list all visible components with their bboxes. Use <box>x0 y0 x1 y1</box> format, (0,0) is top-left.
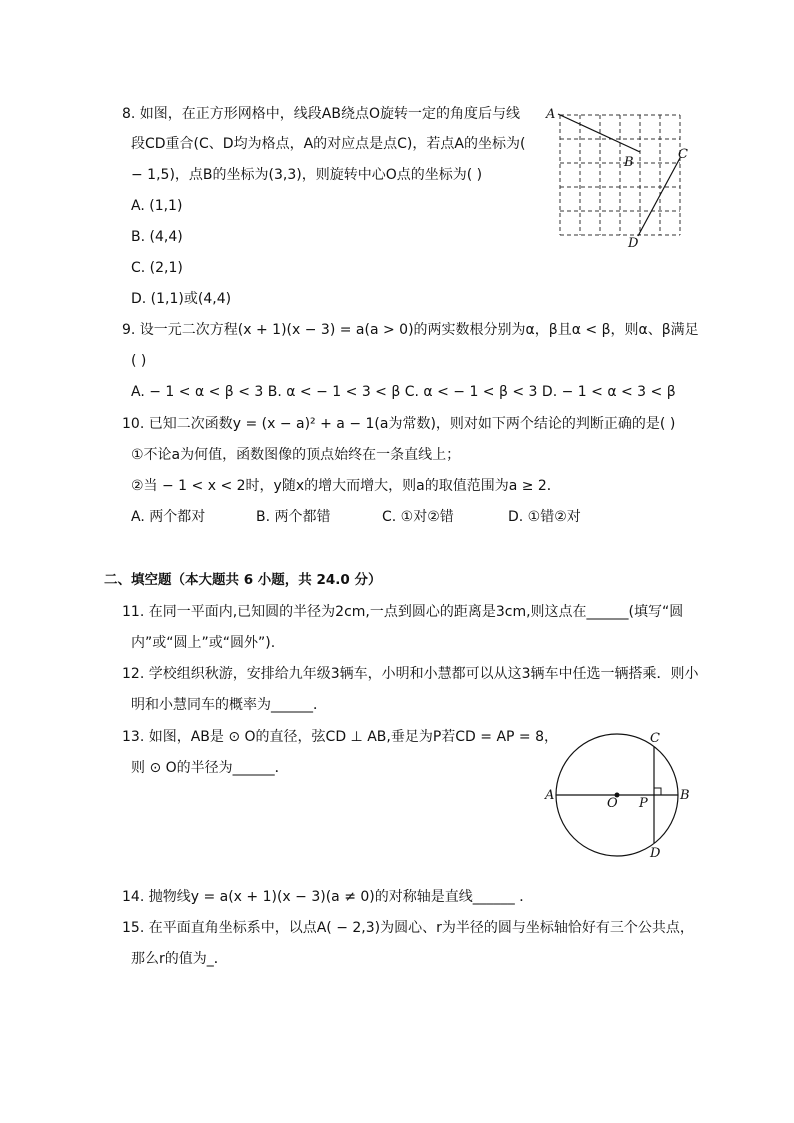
q8-line-2: 段CD重合(C、D均为格点，A的对应点是点C)，若点A的坐标为( <box>131 136 526 152</box>
q8-option-a: A. (1,1) <box>131 198 183 214</box>
q8-option-b: B. (4,4) <box>131 229 183 245</box>
q10-line-3: ②当 − 1 < x < 2时，y随x的增大而增大，则a的取值范围为a ≥ 2． <box>131 478 561 494</box>
q9-options: A. − 1 < α < β < 3 B. α < − 1 < 3 < β C. α < − 1 < β < 3 D. − 1 < α < 3 < β <box>131 384 676 400</box>
q11-line-2: 内”或“圆上”或“圆外”). <box>131 635 276 651</box>
q13-line-2: 则 ⊙ O的半径为______． <box>131 760 289 776</box>
q8-option-c: C. (2,1) <box>131 260 183 276</box>
section-title: 二、填空题（本大题共 6 小题，共 24.0 分） <box>104 572 382 588</box>
q15-line-1: 15. 在平面直角坐标系中，以点A( − 2,3)为圆心、r为半径的圆与坐标轴恰好有三个公共点， <box>122 920 694 936</box>
label-a: A <box>545 788 555 803</box>
q10-option-d: D. ①错②对 <box>508 509 581 525</box>
q13-circle-figure <box>540 726 700 866</box>
q10-line-2: ①不论a为何值，函数图像的顶点始终在一条直线上； <box>131 447 461 463</box>
q8-line-3: − 1,5)，点B的坐标为(3,3)，则旋转中心O点的坐标为( ) <box>131 167 483 183</box>
segment-ab <box>558 114 640 152</box>
q10-option-b: B. 两个都错 <box>256 509 331 525</box>
segment-cd <box>638 158 680 236</box>
q13-line-1: 13. 如图，AB是 ⊙ O的直径，弦CD ⊥ AB,垂足为P若CD = AP = 8， <box>122 729 559 745</box>
label-o: O <box>607 796 618 811</box>
q10-option-c: C. ①对②错 <box>382 509 454 525</box>
label-d: D <box>628 236 639 250</box>
label-b: B <box>624 155 634 170</box>
q12-line-1: 12. 学校组织秋游，安排给九年级3辆车，小明和小慧都可以从这3辆车中任选一辆搭乘．则小 <box>122 666 699 682</box>
q8-option-d: D. (1,1)或(4,4) <box>131 291 232 307</box>
label-b: B <box>680 788 690 803</box>
label-c: C <box>650 731 660 746</box>
right-angle-mark <box>654 788 661 795</box>
q11-line-1: 11. 在同一平面内,已知圆的半径为2cm,一点到圆心的距离是3cm,则这点在______(填写“圆 <box>122 604 684 620</box>
label-a: A <box>546 107 556 122</box>
label-d: D <box>650 846 661 861</box>
q9-line-1: 9. 设一元二次方程(x + 1)(x − 3) = a(a > 0)的两实数根分别为α，β且α < β，则α、β满足 <box>122 322 699 338</box>
dashed-grid <box>560 115 680 235</box>
q10-option-a: A. 两个都对 <box>131 509 206 525</box>
q8-grid-figure <box>542 100 702 250</box>
q9-line-2: ( ) <box>131 353 147 369</box>
q10-line-1: 10. 已知二次函数y = (x − a)² + a − 1(a为常数)，则对如下两个结论的判断正确的是( ) <box>122 416 676 432</box>
q15-line-2: 那么r的值为_． <box>131 951 228 967</box>
label-c: C <box>678 147 688 162</box>
q12-line-2: 明和小慧同车的概率为______． <box>131 697 327 713</box>
q8-line-1: 8. 如图，在正方形网格中，线段AB绕点O旋转一定的角度后与线 <box>122 106 521 122</box>
q14-line-1: 14. 抛物线y = a(x + 1)(x − 3)(a ≠ 0)的对称轴是直线______ ． <box>122 889 534 905</box>
label-p: P <box>639 796 648 811</box>
